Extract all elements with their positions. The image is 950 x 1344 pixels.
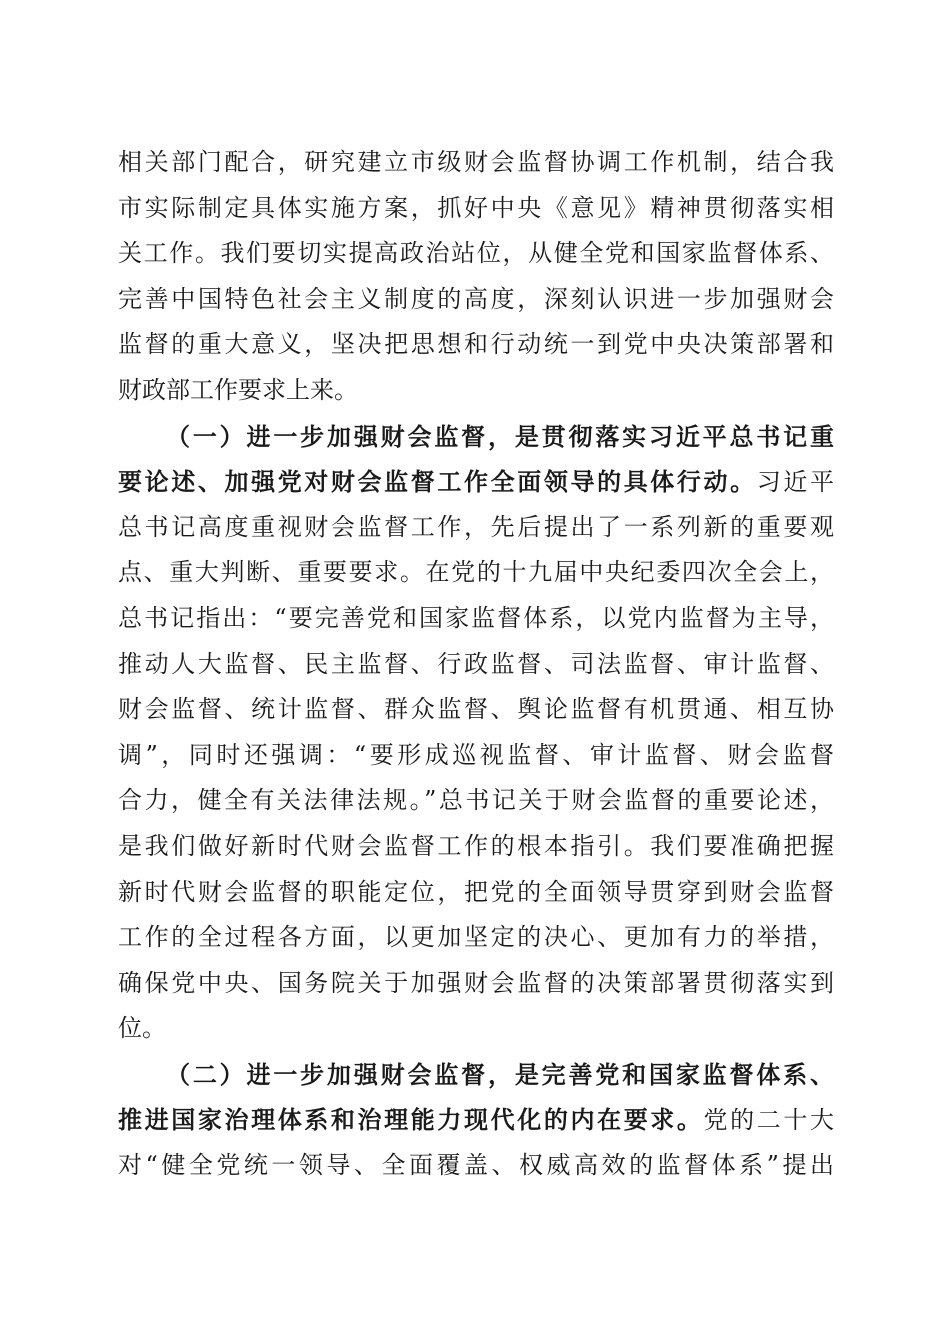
text-line: 推动人大监督、民主监督、行政监督、司法监督、审计监督、 [118,649,834,678]
section-heading-text: （一）进一步加强财会监督，是贯彻落实习近平总书记重 [166,421,834,451]
text-line: 市实际制定具体实施方案，抓好中央《意见》精神贯彻落实相 [118,193,834,222]
text-line: 完善中国特色社会主义制度的高度，深刻认识进一步加强财会 [118,284,834,313]
section-heading-line [118,414,834,460]
text-line: 相关部门配合，研究建立市级财会监督协调工作机制，结合我 [118,148,834,176]
section-heading-text: 推进国家治理体系和治理能力现代化的内在要求。 [118,1105,704,1135]
text-line: 是我们做好新时代财会监督工作的根本指引。我们要准确把握 [118,831,834,860]
text-line: 关工作。我们要切实提高政治站位，从健全党和国家监督体系、 [118,239,834,268]
text-line: 工作的全过程各方面，以更加坚定的决心、更加有力的举措， [118,923,834,952]
text-line: 点、重大判断、重要要求。在党的十九届中央纪委四次全会上， [118,558,834,587]
section-heading-line [118,1052,834,1098]
text-line: 位。 [118,1014,166,1043]
paragraph-section-1 [118,414,834,1052]
paragraph-section-2 [118,1052,834,1189]
text-line: 总书记高度重视财会监督工作，先后提出了一系列新的重要观 [118,512,834,541]
text-line: 总书记指出：“要完善党和国家监督体系，以党内监督为主导， [118,603,834,632]
section-heading-text: （二）进一步加强财会监督，是完善党和国家监督体系、 [166,1059,834,1089]
section-heading-line: 推进国家治理体系和治理能力现代化的内在要求。党的二十大 [118,1105,835,1135]
text-line: 确保党中央、国务院关于加强财会监督的决策部署贯彻落实到 [118,968,834,997]
document-page [118,140,834,1189]
text-line: 新时代财会监督的职能定位，把党的全面领导贯穿到财会监督 [118,877,834,906]
section-heading-text: 要论述、加强党对财会监督工作全面领导的具体行动。 [118,467,757,497]
text-line: 合力，健全有关法律法规。”总书记关于财会监督的重要论述， [118,786,834,815]
text-line: 对“健全党统一领导、全面覆盖、权威高效的监督体系”提出 [118,1151,834,1180]
text-line: 调”，同时还强调：“要形成巡视监督、审计监督、财会监督 [118,740,834,769]
text-line: 财政部工作要求上来。 [118,375,358,404]
text-line: 财会监督、统计监督、群众监督、舆论监督有机贯通、相互协 [118,695,834,724]
paragraph-intro [118,140,834,414]
text-line: 监督的重大意义，坚决把思想和行动统一到党中央决策部署和 [118,330,834,359]
section-heading-line: 要论述、加强党对财会监督工作全面领导的具体行动。习近平 [118,467,835,497]
